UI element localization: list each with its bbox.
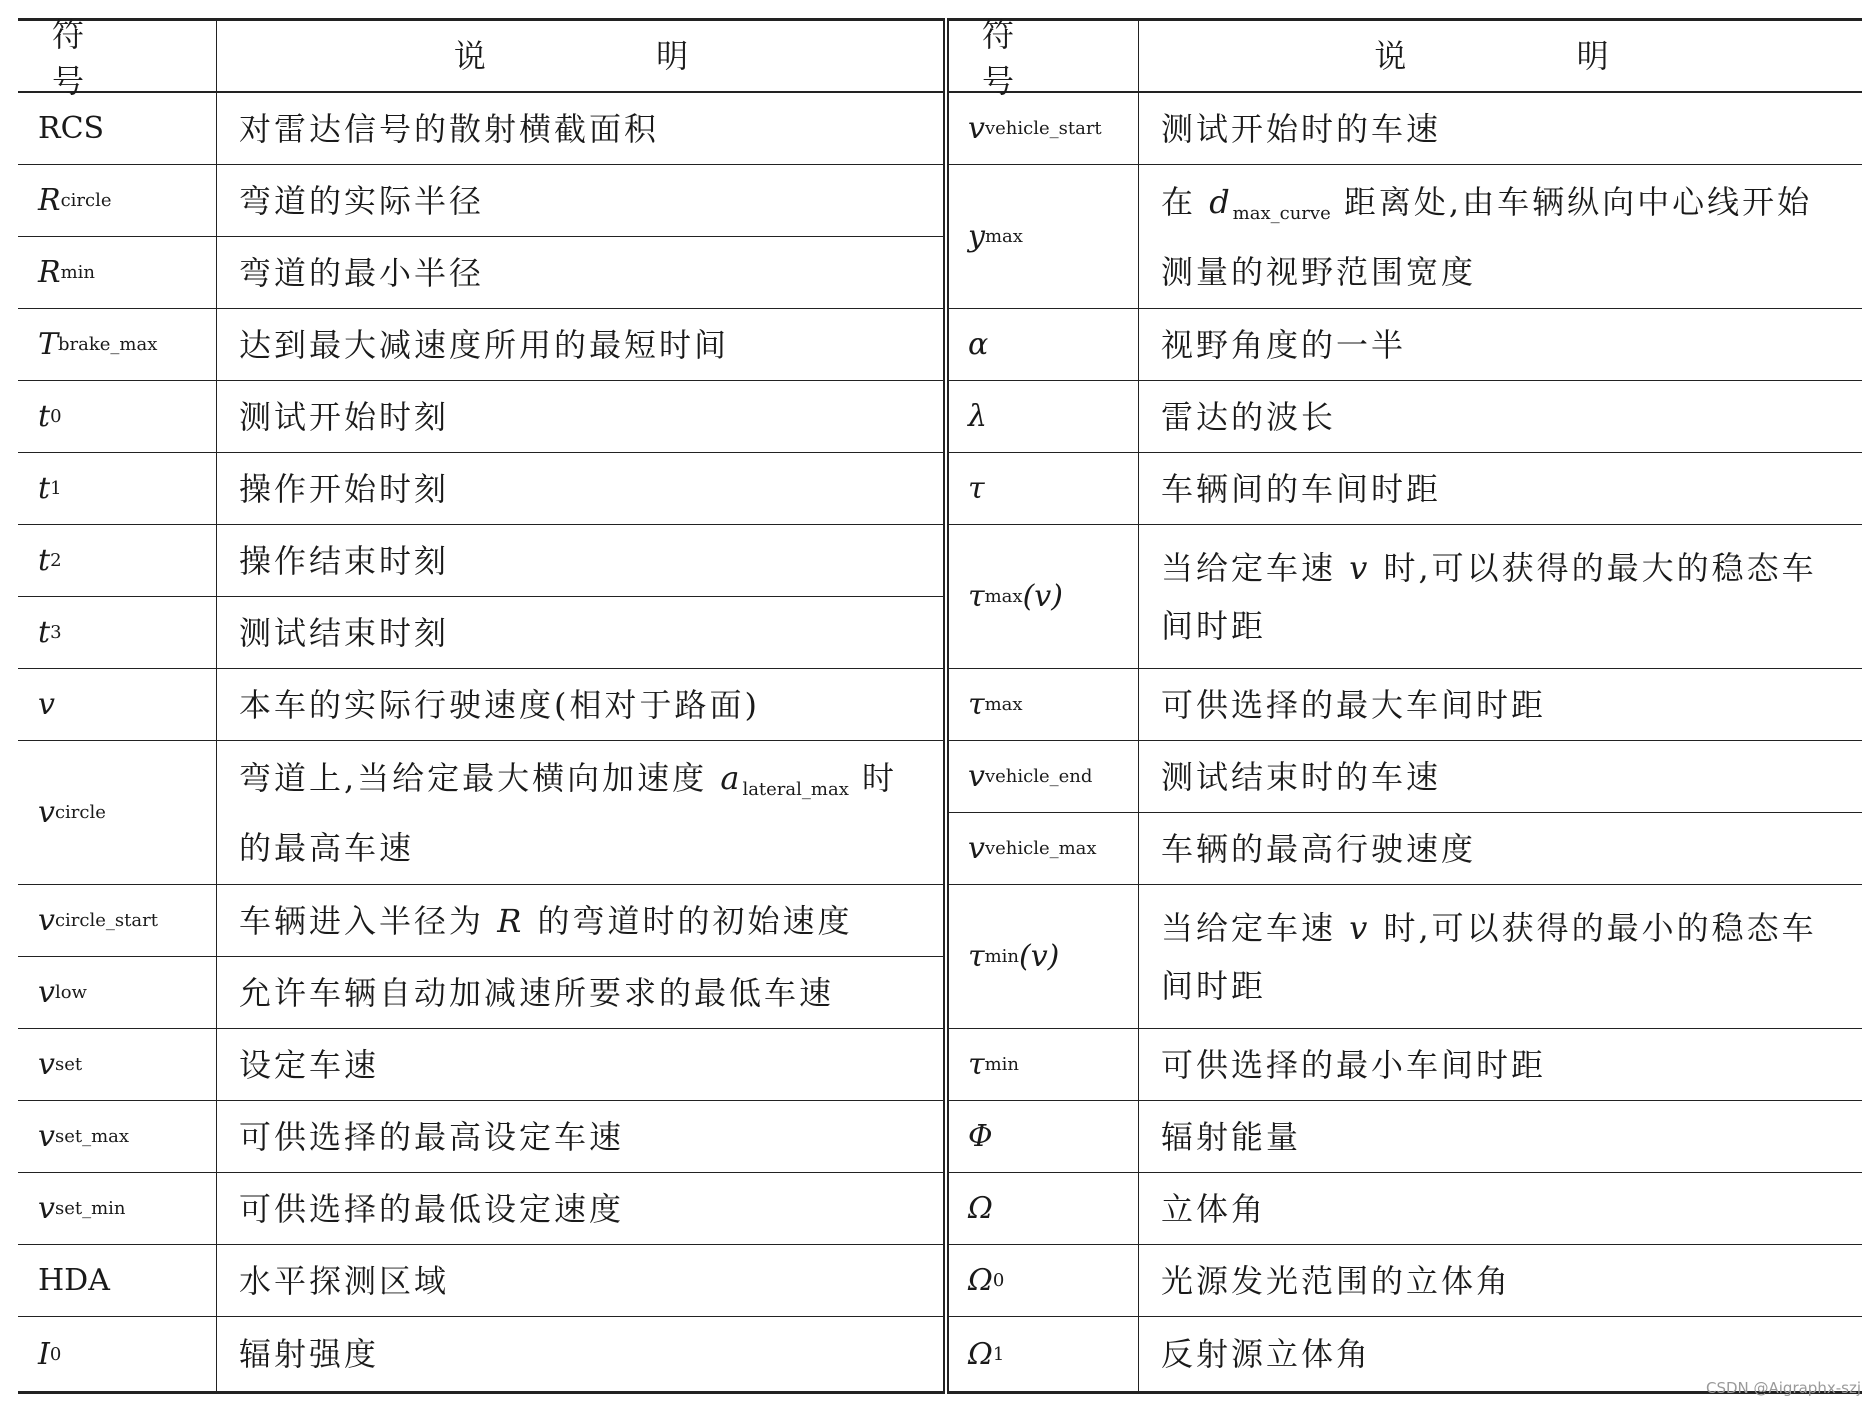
symbol-cell: v set_min [38,1191,126,1226]
symbol-cell: I 0 [38,1336,62,1372]
symbol-cell: τ [968,471,985,506]
symbol-header: 符 号 [52,16,119,100]
symbol-cell: τ max (v) [968,579,1063,614]
description-header: 说 明 [1138,21,1862,91]
symbol-cell: y max [968,219,1023,254]
table-row [18,1245,943,1317]
table-row [18,957,943,1029]
symbol-cell: α [968,327,989,362]
description-cell: 可供选择的最小车间时距 [1138,1029,1862,1100]
table-row [18,885,943,957]
description-cell: 在 $d_{max\_curve}$ 距离处,由车辆纵向中心线开始测量的视野范围宽度 [1138,165,1862,308]
table-row [948,93,1862,165]
table-row [18,165,943,237]
table-row [948,885,1862,1029]
symbol-cell: v vehicle_max [968,831,1097,866]
right-symbol-table [948,18,1862,1394]
description-cell: 车辆间的车间时距 [1138,453,1862,524]
table-row [18,1173,943,1245]
table-row [18,237,943,309]
description-cell: 当给定车速 v 时,可以获得的最大的稳态车间时距 [1138,525,1862,668]
description-cell: 雷达的波长 [1138,381,1862,452]
description-cell: 测试开始时刻 [216,381,943,452]
table-row [18,597,943,669]
table-row [948,741,1862,813]
left-header-row [18,16,943,100]
symbol-cell: v circle [38,795,106,830]
description-cell: 车辆的最高行驶速度 [1138,813,1862,884]
symbol-cell: R circle [38,183,112,218]
table-row [18,309,943,381]
description-cell: 辐射能量 [1138,1101,1862,1172]
table-row [948,1029,1862,1101]
symbol-cell: v set_max [38,1119,130,1154]
table-row [18,93,943,165]
symbol-cell: v circle_start [38,903,158,938]
description-cell: 可供选择的最大车间时距 [1138,669,1862,740]
description-cell: 达到最大减速度所用的最短时间 [216,309,943,380]
symbol-cell: RCS [38,111,105,146]
description-cell: 车辆进入半径为 R 的弯道时的初始速度 [216,885,943,956]
symbol-cell: t 0 [38,399,62,434]
symbol-cell: τ min [968,1047,1020,1082]
symbol-cell: R min [38,255,96,290]
description-cell: 视野角度的一半 [1138,309,1862,380]
description-cell: 设定车速 [216,1029,943,1100]
description-cell: 本车的实际行驶速度(相对于路面) [216,669,943,740]
table-row [18,1029,943,1101]
description-cell: 反射源立体角 [1138,1317,1862,1391]
watermark: CSDN @Aigraphx-szj [1705,1379,1861,1397]
table-row [18,1317,943,1391]
description-cell: 光源发光范围的立体角 [1138,1245,1862,1316]
table-row [948,309,1862,381]
symbol-cell: v [38,687,55,722]
description-cell: 辐射强度 [216,1317,943,1391]
symbol-cell: Ω 1 [968,1336,1005,1372]
description-cell: 测试开始时的车速 [1138,93,1862,164]
table-row [948,453,1862,525]
symbol-cell: v low [38,975,87,1010]
description-cell: 对雷达信号的散射横截面积 [216,93,943,164]
symbol-cell: Ω 0 [968,1263,1005,1298]
table-row [18,669,943,741]
table-row [18,453,943,525]
description-cell: 弯道的最小半径 [216,237,943,308]
symbol-cell: τ max [968,687,1023,722]
symbol-cell: t 3 [38,615,62,650]
symbol-cell: Ω [968,1191,993,1226]
description-cell: 可供选择的最低设定速度 [216,1173,943,1244]
right-header-row [948,16,1862,100]
description-cell: 允许车辆自动加减速所要求的最低车速 [216,957,943,1028]
symbol-cell: HDA [38,1263,110,1298]
symbol-cell: t 1 [38,471,62,506]
symbol-cell: τ min (v) [968,939,1060,974]
symbol-cell: T brake_max [38,327,158,362]
table-row [948,813,1862,885]
description-cell: 立体角 [1138,1173,1862,1244]
table-row [18,741,943,885]
description-cell: 测试结束时刻 [216,597,943,668]
symbol-cell: v vehicle_end [968,759,1093,794]
table-row [18,525,943,597]
table-row [948,165,1862,309]
symbol-cell: v set [38,1047,83,1082]
description-cell: 操作结束时刻 [216,525,943,596]
description-cell: 弯道上,当给定最大横向加速度 $a_{lateral\_max}$ 时的最高车速 [216,741,943,884]
description-cell: 测试结束时的车速 [1138,741,1862,812]
symbol-header: 符 号 [982,16,1049,100]
table-row [18,1101,943,1173]
table-row [948,381,1862,453]
symbol-cell: λ [968,399,988,434]
table-row [948,1245,1862,1317]
description-header: 说 明 [216,21,943,91]
description-cell: 水平探测区域 [216,1245,943,1316]
description-cell: 当给定车速 v 时,可以获得的最小的稳态车间时距 [1138,885,1862,1028]
table-row [18,381,943,453]
description-cell: 弯道的实际半径 [216,165,943,236]
symbol-cell: Φ [968,1119,993,1154]
table-row [948,525,1862,669]
left-symbol-table [18,18,943,1394]
column-divider [943,18,945,1394]
symbol-cell: t 2 [38,543,62,578]
table-row [948,1101,1862,1173]
table-row [948,669,1862,741]
symbol-cell: v vehicle_start [968,111,1102,146]
description-cell: 操作开始时刻 [216,453,943,524]
table-row [948,1173,1862,1245]
description-cell: 可供选择的最高设定车速 [216,1101,943,1172]
